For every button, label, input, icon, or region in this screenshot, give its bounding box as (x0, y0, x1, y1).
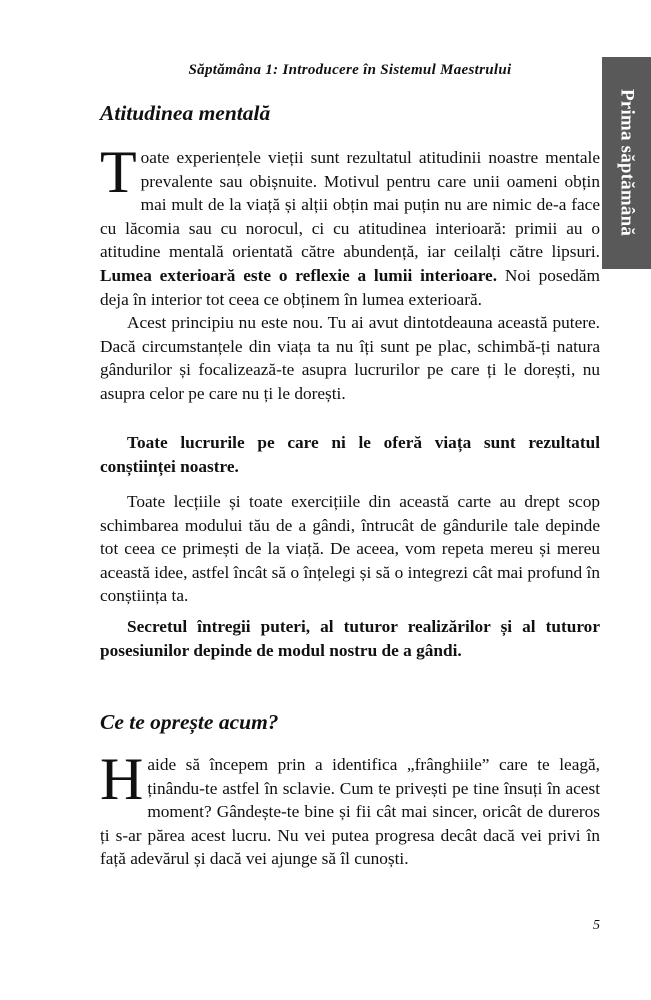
running-head: Săptămâna 1: Introducere în Sistemul Maestrului (188, 62, 512, 78)
chapter-side-tab (602, 57, 651, 269)
paragraph-lessons: Toate lecțiile și toate exercițiile din această carte au drept scop schimbarea modului tău de a gândi, întrucât de gândurile tale depinde tot ceea ce primești de la viață. De aceea, vom repeta mereu și mereu această idee, astfel încât să o înțelegi și să o integrezi cât mai profund în conștiința ta. (100, 492, 600, 606)
highlight-block-2 (100, 615, 600, 662)
highlight-statement-secret: Secretul întregii puteri, al tuturor realizărilor și al tuturor posesiunilor depinde de modul nostru de a gândi. (100, 617, 600, 660)
highlight-block-1 (100, 431, 600, 478)
drop-cap: T (100, 139, 137, 205)
section-body-what-stops-you (100, 746, 600, 871)
paragraph-text: Noi posedăm deja în interior tot ceea ce obținem în lumea exterioară. (100, 265, 600, 309)
highlight-statement-consciousness: Toate lucrurile pe care ni le oferă viața sunt rezultatul conștiinței noastre. (100, 433, 600, 476)
section-heading-what-stops-you: Ce te oprește acum? (100, 710, 279, 734)
drop-cap: H (100, 746, 144, 812)
paragraph-principle: Acest principiu nu este nou. Tu ai avut dintotdeauna această putere. Dacă circumstanțele din viața ta nu îți sunt pe plac, schimbă-ți natura gândurilor și focalizează-te asupra lucrurilor pe care ți le dorești, nu asupra celor pe care nu ți le dorești. (100, 313, 600, 403)
paragraph-text: aide să începem prin a identifica „frânghiile” care te leagă, ținându-te astfel în sclavie. Cum te privești pe tine însuți în acest moment? Gândește-te bine și fii cât mai sincer, oricât de dureros ți s-ar părea acest lucru. Nu vei putea progresa decât dacă vei privi în față adevărul și dacă vei ajunge să îl cunoști. (100, 755, 600, 869)
paragraph-intro (100, 139, 600, 311)
paragraph-text: oate experiențele vieții sunt rezultatul atitudinii noastre mentale prevalente sau obișnuite. Motivul pentru care unii oameni obțin mai mult de la viață și alții obțin mai puțin nu are nimic de-a face cu lăcomia sau cu norocul, ci cu atitudinea interioară: primii au o atitudine mentală orientată către abundență, iar ceilalți către lipsuri. (100, 148, 600, 262)
chapter-side-tab-label: Prima săptămână (616, 89, 638, 237)
section-heading-mental-attitude: Atitudinea mentală (100, 101, 271, 125)
paragraph-lessons-block (100, 490, 600, 608)
page-number: 5 (593, 918, 600, 933)
section-body-mental-attitude (100, 139, 600, 406)
emphasis-text: Lumea exterioară este o reflexie a lumii interioare. (100, 265, 498, 285)
paragraph-ropes (100, 746, 600, 871)
